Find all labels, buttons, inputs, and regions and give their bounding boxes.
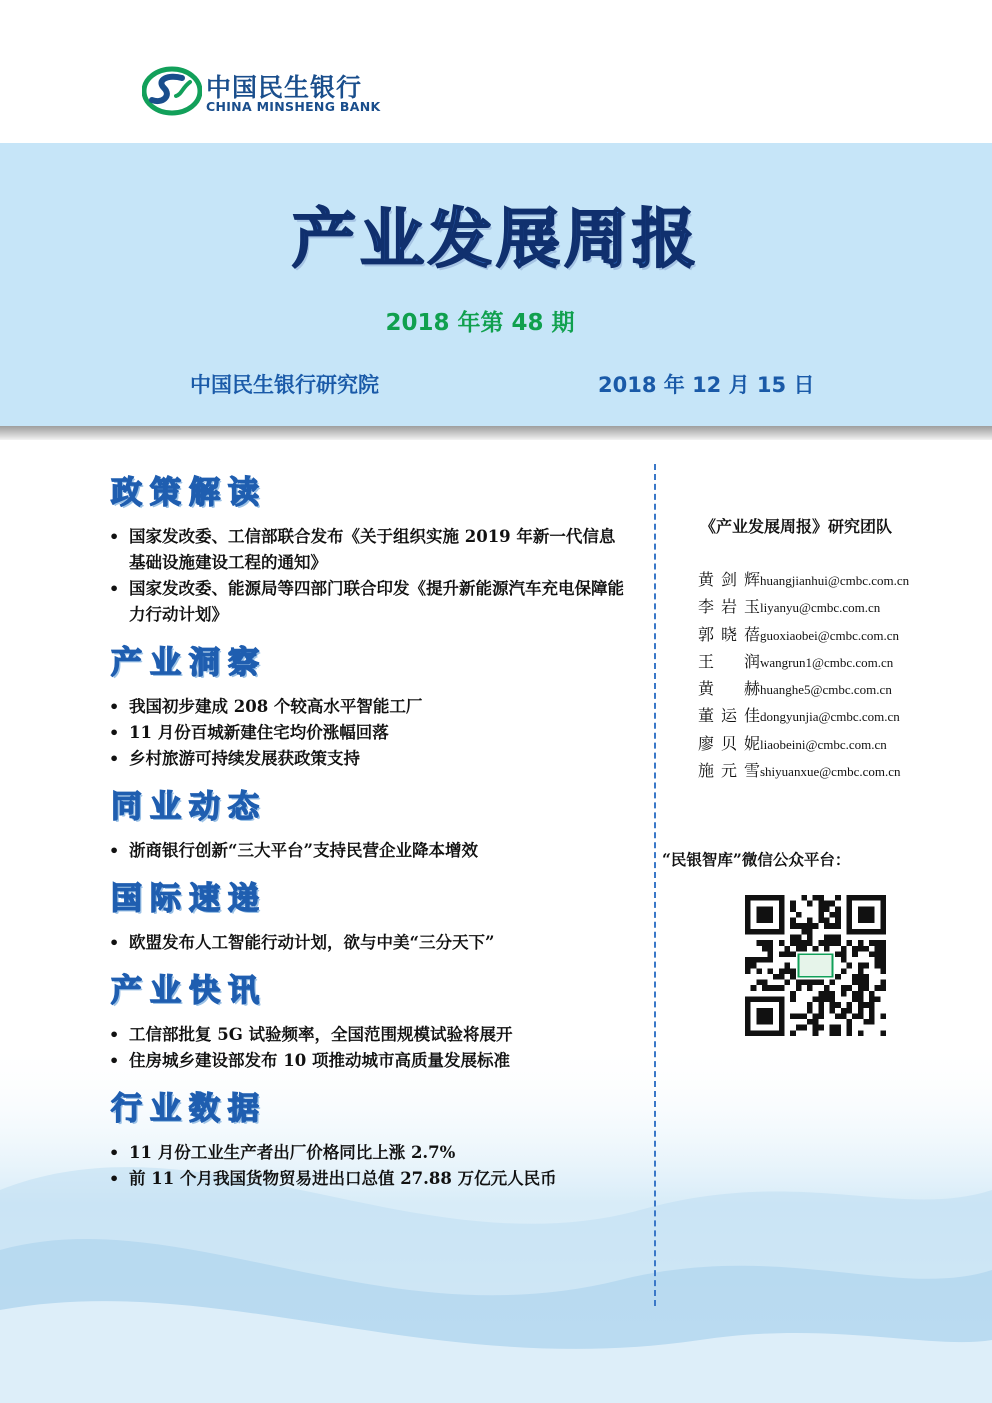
team-member <box>698 675 909 702</box>
list-item: • 11 月份工业生产者出厂价格同比上涨 2.7% <box>105 1140 625 1166</box>
qr-code-icon <box>745 895 886 1036</box>
section-heading: 同业动态 <box>111 789 267 825</box>
section-heading: 行业数据 <box>111 1091 267 1127</box>
band-shadow-line <box>0 426 992 440</box>
institute-name: 中国民生银行研究院 <box>190 373 379 397</box>
section-policy <box>105 470 625 628</box>
team-list <box>698 566 909 784</box>
list-item: • 欧盟发布人工智能行动计划，欲与中美“三分天下” <box>105 930 625 956</box>
list-item: • 国家发改委、能源局等四部门联合印发《提升新能源汽车充电保障能力行动计划》 <box>105 576 625 628</box>
report-date: 2018 年 12 月 15 日 <box>598 373 815 397</box>
section-data <box>105 1086 625 1192</box>
title-band <box>0 143 992 426</box>
bank-name-en: CHINA MINSHENG BANK <box>206 99 381 114</box>
issue-number: 2018 年第 48 期 <box>385 310 575 336</box>
list-item: • 前 11 个月我国货物贸易进出口总值 27.88 万亿元人民币 <box>105 1166 625 1192</box>
section-heading: 国际速递 <box>111 881 267 917</box>
list-item: • 国家发改委、工信部联合发布《关于组织实施 2019 年新一代信息基础设施建设工程的通知》 <box>105 524 625 576</box>
section-international <box>105 876 625 956</box>
member-email[interactable]: liaobeini@cmbc.com.cn <box>760 736 887 752</box>
section-peers <box>105 784 625 864</box>
list-item: • 工信部批复 5G 试验频率，全国范围规模试验将展开 <box>105 1022 625 1048</box>
section-heading: 产业洞察 <box>111 645 267 681</box>
team-member <box>698 730 909 757</box>
member-name: 施元雪 <box>698 761 760 781</box>
team-member <box>698 621 909 648</box>
team-member <box>698 648 909 675</box>
team-member <box>698 757 909 784</box>
member-name: 王润 <box>698 651 760 671</box>
list-item: • 11 月份百城新建住宅均价涨幅回落 <box>105 720 625 746</box>
section-heading: 政策解读 <box>111 475 267 511</box>
member-email[interactable]: liyanyu@cmbc.com.cn <box>760 600 881 616</box>
list-item: • 乡村旅游可持续发展获政策支持 <box>105 746 625 772</box>
team-title: 《产业发展周报》研究团队 <box>700 517 893 536</box>
member-email[interactable]: wangrun1@cmbc.com.cn <box>760 654 894 670</box>
team-member <box>698 566 909 593</box>
team-member <box>698 702 909 729</box>
member-email[interactable]: huangjianhui@cmbc.com.cn <box>760 573 910 588</box>
member-name: 廖贝妮 <box>698 733 760 753</box>
member-email[interactable]: huanghe5@cmbc.com.cn <box>760 682 892 698</box>
member-email[interactable]: guoxiaobei@cmbc.com.cn <box>760 627 900 643</box>
team-member <box>698 593 909 620</box>
member-name: 郭晓蓓 <box>698 624 760 644</box>
wechat-label: “民银智库”微信公众平台： <box>662 850 851 869</box>
content-column <box>105 470 625 1204</box>
minsheng-logo-icon <box>142 66 202 116</box>
section-news <box>105 968 625 1074</box>
list-item: • 我国初步建成 208 个较高水平智能工厂 <box>105 694 625 720</box>
member-email[interactable]: dongyunjia@cmbc.com.cn <box>760 709 900 725</box>
member-name: 董运佳 <box>698 706 760 726</box>
list-item: • 浙商银行创新“三大平台”支持民营企业降本增效 <box>105 838 625 864</box>
member-name: 李岩玉 <box>698 597 760 617</box>
list-item: • 住房城乡建设部发布 10 项推动城市高质量发展标准 <box>105 1048 625 1074</box>
bank-name-cn: 中国民生银行 <box>206 73 363 102</box>
section-heading: 产业快讯 <box>111 973 267 1009</box>
member-name: 黄赫 <box>698 679 760 699</box>
member-email[interactable]: shiyuanxue@cmbc.com.cn <box>760 764 901 780</box>
section-insight <box>105 640 625 772</box>
member-name: 黄剑辉 <box>698 570 760 589</box>
report-title: 产业发展周报 <box>292 203 700 277</box>
column-divider <box>654 464 656 1306</box>
